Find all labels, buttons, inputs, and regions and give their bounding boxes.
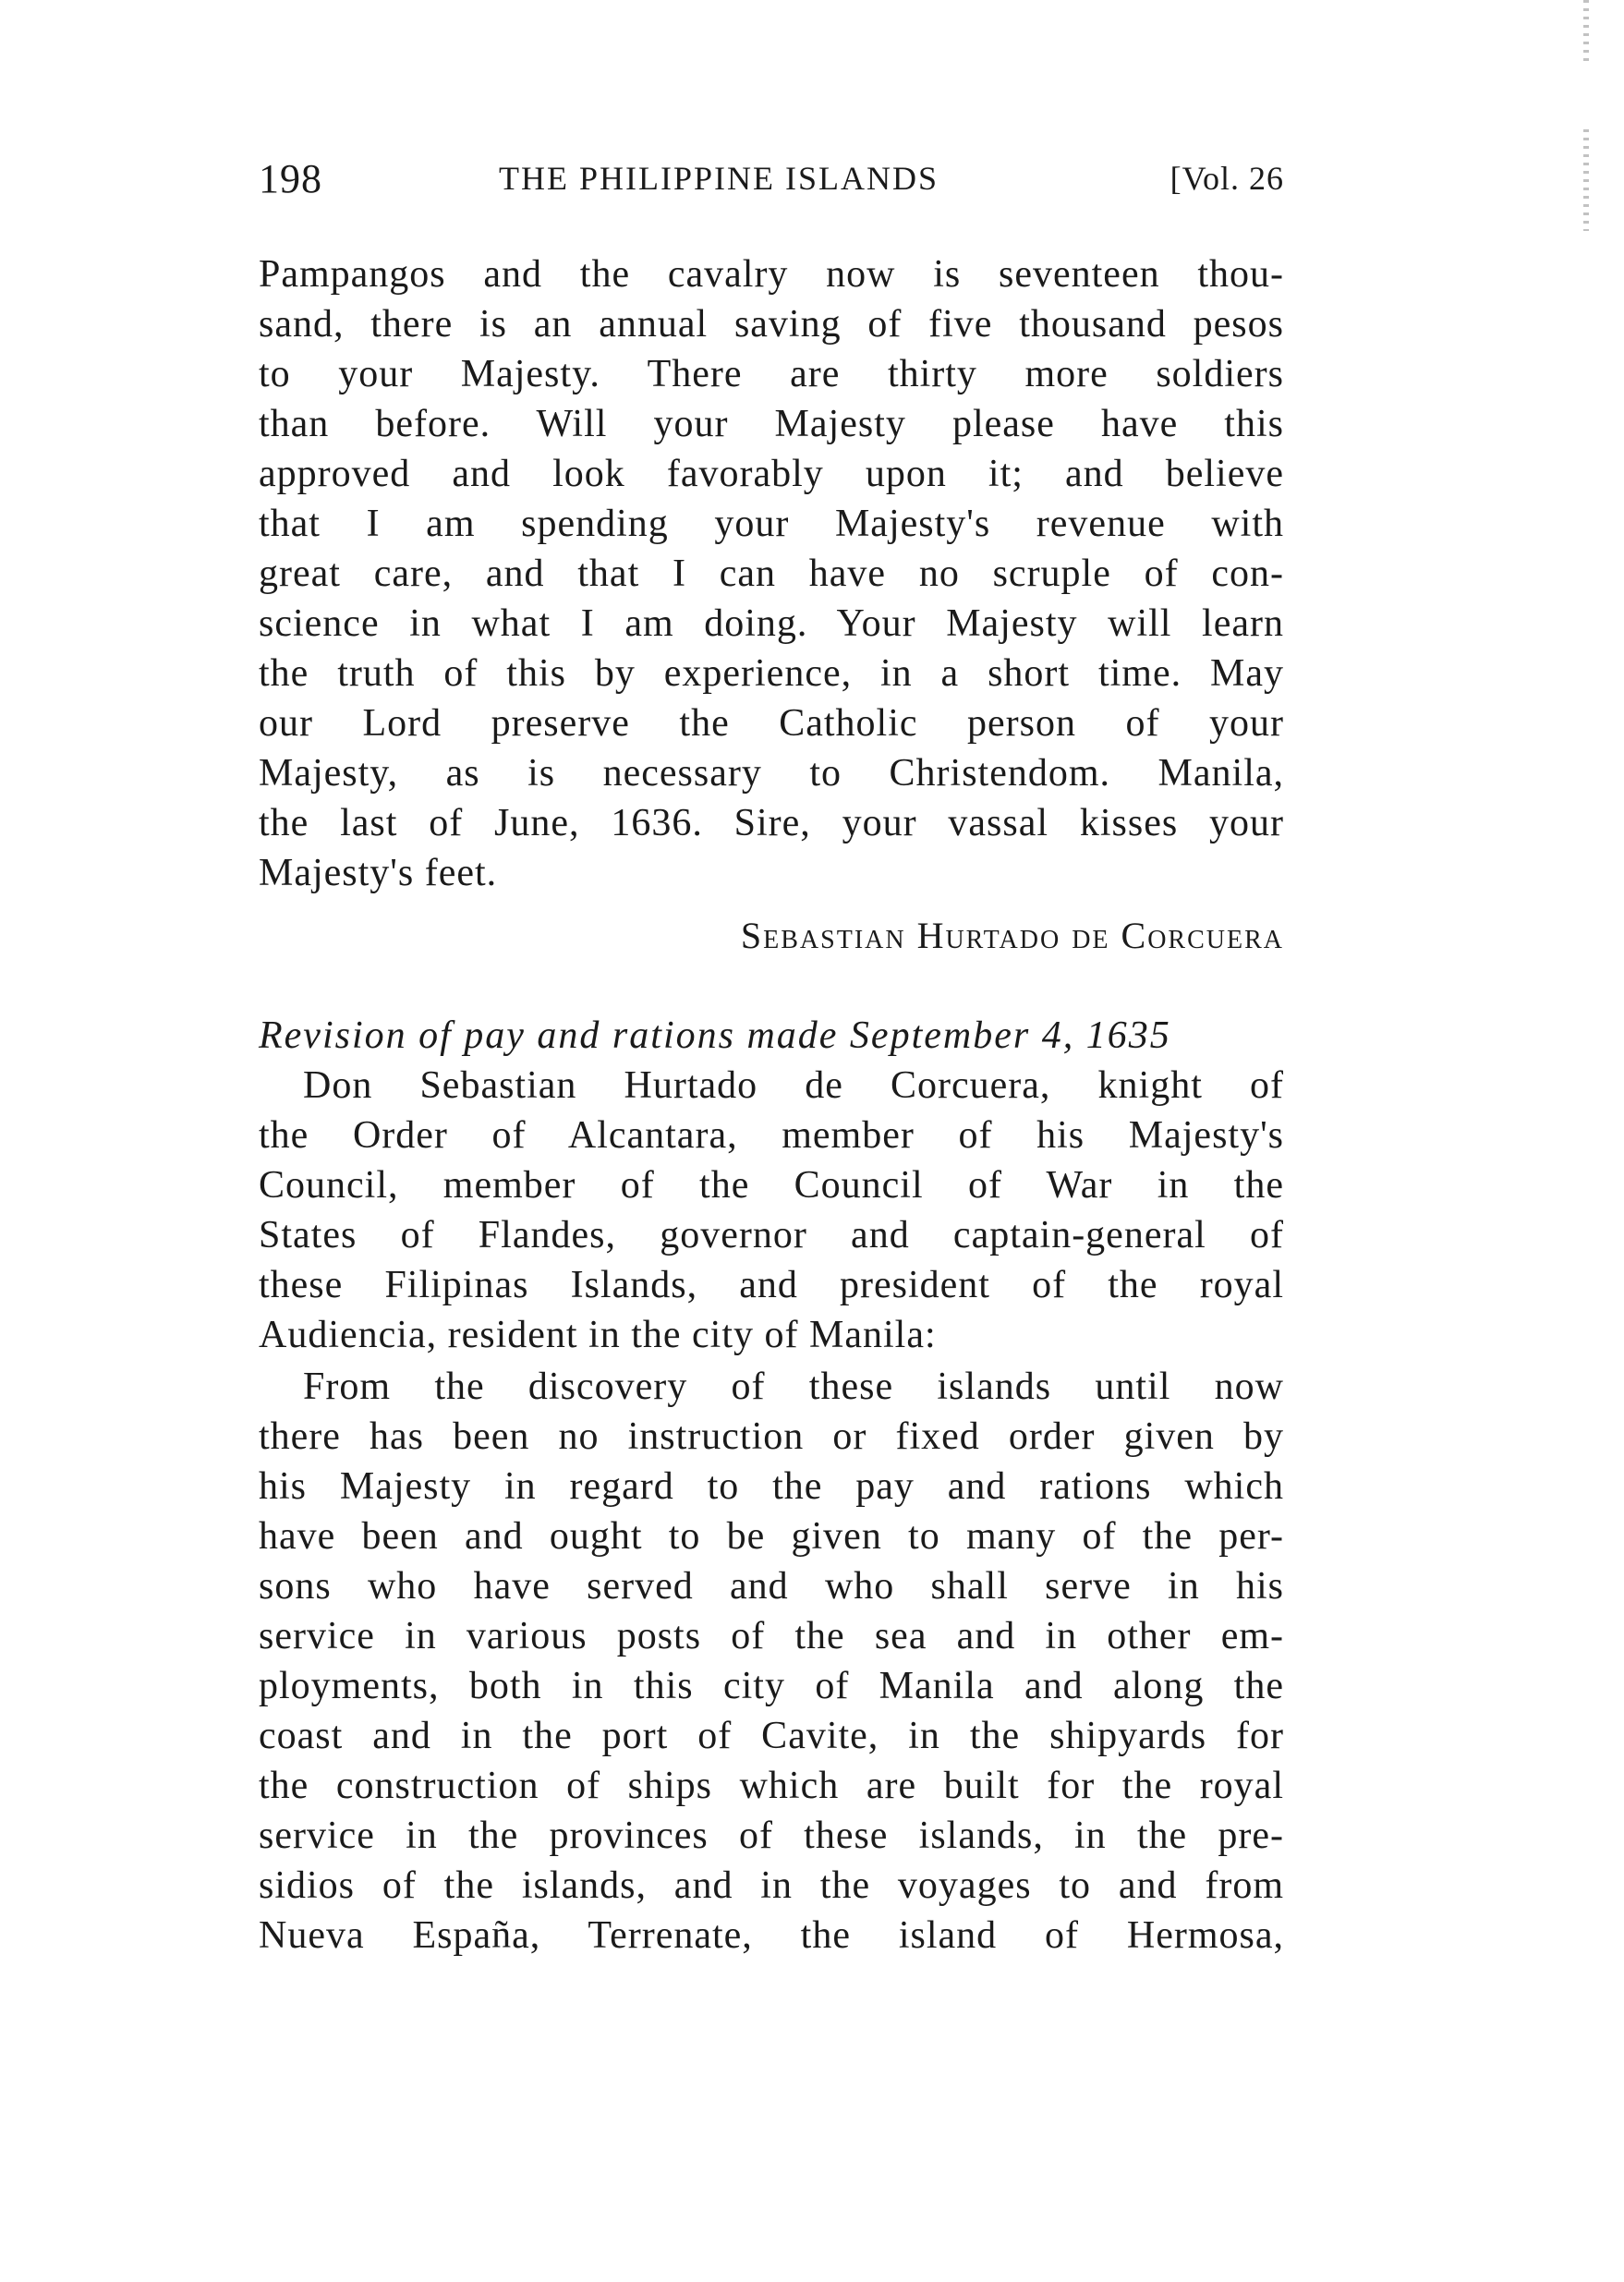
text-line: that I am spending your Majesty's revenue with [259, 503, 1284, 545]
text-line: Majesty, as is necessary to Christendom. Manila, [259, 752, 1284, 795]
text-line: the construction of ships which are built for the royal [259, 1765, 1284, 1807]
volume-number: [Vol. 26 [1170, 160, 1284, 197]
running-head [259, 155, 1284, 211]
text-line: ployments, both in this city of Manila and along the [259, 1665, 1284, 1707]
text-line: Nueva España, Terrenate, the island of Hermosa, [259, 1914, 1284, 1957]
scan-edge-mark [1583, 0, 1589, 65]
text-line: service in various posts of the sea and in other em- [259, 1615, 1284, 1657]
text-line: great care, and that I can have no scruple of con- [259, 552, 1284, 595]
text-line: service in the provinces of these islands, in the pre- [259, 1815, 1284, 1857]
scan-edge-mark [1583, 129, 1589, 231]
text-line: there has been no instruction or fixed order given by [259, 1415, 1284, 1458]
section-subheading: Revision of pay and rations made September 4, 1635 [259, 1014, 1171, 1057]
text-line: have been and ought to be given to many of the per- [259, 1515, 1284, 1558]
text-line: the truth of this by experience, in a short time. May [259, 652, 1284, 695]
text-line: to your Majesty. There are thirty more soldiers [259, 353, 1284, 395]
text-line: From the discovery of these islands until now [303, 1366, 1284, 1408]
text-line: Council, member of the Council of War in the [259, 1164, 1284, 1207]
text-line: approved and look favorably upon it; and believe [259, 453, 1284, 495]
text-line: States of Flandes, governor and captain-general of [259, 1214, 1284, 1256]
text-line: sidios of the islands, and in the voyages to and from [259, 1864, 1284, 1907]
text-line: sand, there is an annual saving of five thousand pesos [259, 303, 1284, 346]
text-line: his Majesty in regard to the pay and rations which [259, 1465, 1284, 1508]
page-number: 198 [259, 156, 322, 201]
text-line: science in what I am doing. Your Majesty will learn [259, 602, 1284, 645]
text-line: coast and in the port of Cavite, in the shipyards for [259, 1715, 1284, 1757]
running-title: THE PHILIPPINE ISLANDS [499, 160, 939, 197]
text-line: our Lord preserve the Catholic person of your [259, 702, 1284, 745]
text-line: Audiencia, resident in the city of Manila: [259, 1314, 937, 1356]
text-line: Pampangos and the cavalry now is seventeen thou- [259, 253, 1284, 296]
text-line: the Order of Alcantara, member of his Majesty's [259, 1114, 1284, 1157]
text-line: the last of June, 1636. Sire, your vassal kisses your [259, 802, 1284, 844]
text-line: Majesty's feet. [259, 852, 498, 894]
text-line: sons who have served and who shall serve in his [259, 1565, 1284, 1608]
text-line: Don Sebastian Hurtado de Corcuera, knight of [303, 1064, 1284, 1107]
signature: Sebastian Hurtado de Corcuera [740, 915, 1284, 956]
text-line: these Filipinas Islands, and president of the royal [259, 1264, 1284, 1306]
text-line: than before. Will your Majesty please have this [259, 403, 1284, 445]
